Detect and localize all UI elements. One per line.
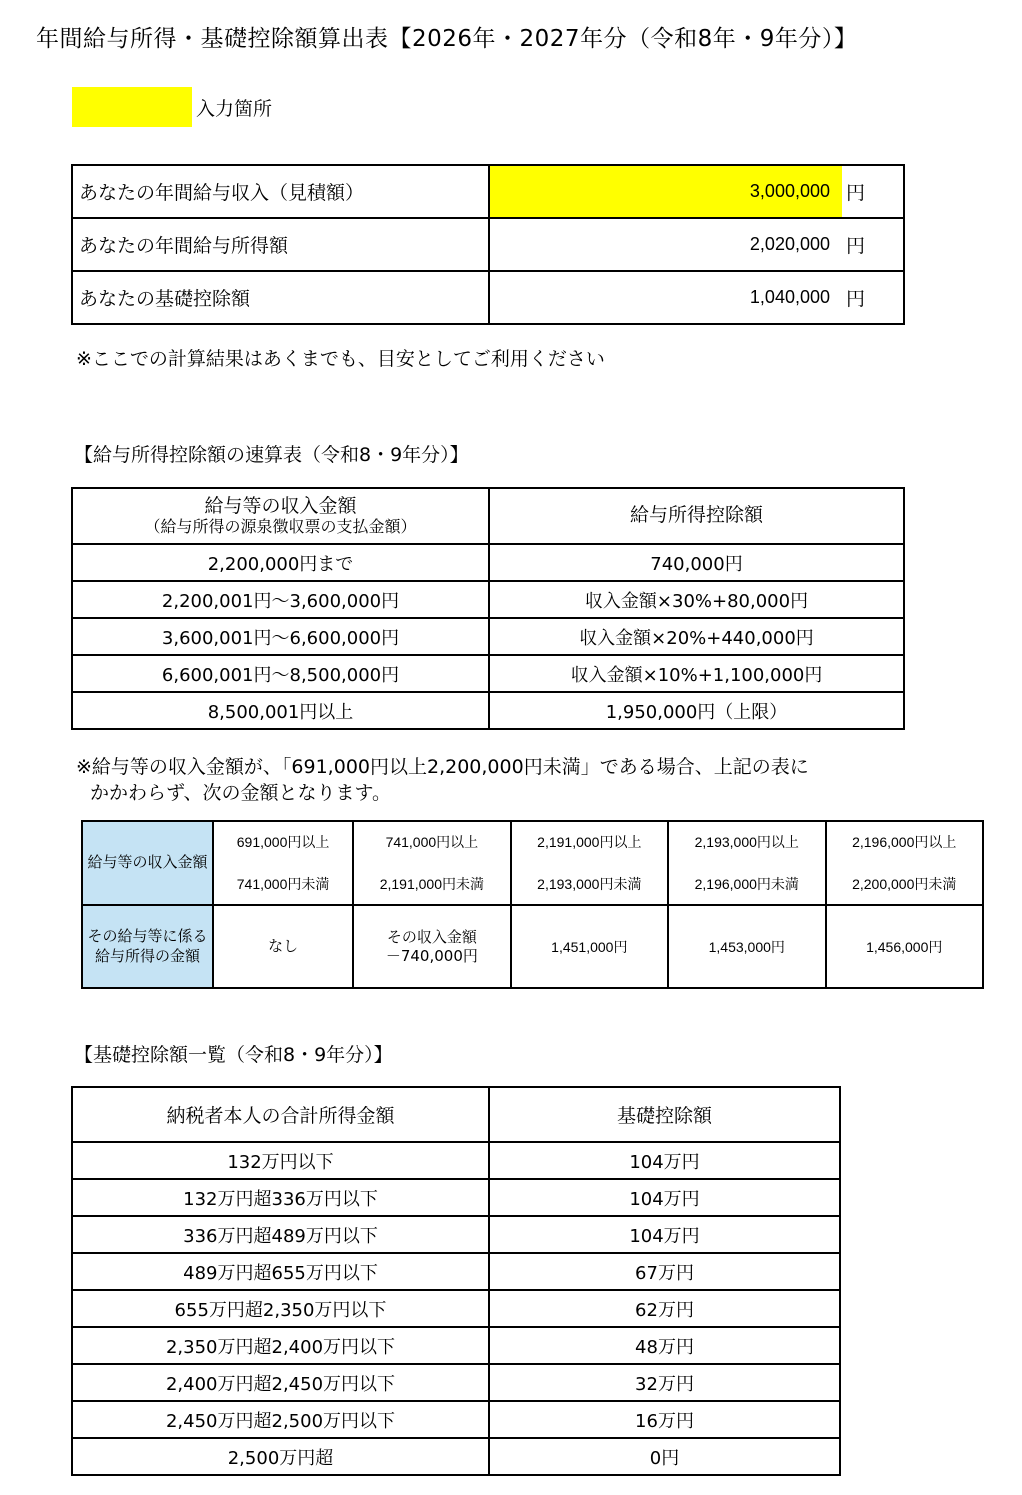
calculator-row-income	[72, 165, 904, 218]
table-row	[72, 655, 904, 692]
table-cell-deduction: 0円	[489, 1438, 840, 1475]
input-legend-swatch	[72, 87, 192, 127]
value-cell: 1,456,000円	[826, 905, 984, 988]
table-cell-deduction: 1,950,000円（上限）	[489, 692, 904, 729]
basic-deduction-table	[71, 1086, 841, 1476]
quick-table-title: 【給与所得控除額の速算表（令和8・9年分）】	[74, 444, 469, 466]
table-cell-income: 489万円超655万円以下	[72, 1253, 489, 1290]
range-cell: 2,196,000円以上 2,200,000円未満	[826, 821, 984, 905]
range-cell: 2,191,000円以上 2,193,000円未満	[511, 821, 668, 905]
table-row	[72, 1401, 840, 1438]
unit-label: 円	[846, 235, 866, 257]
table-cell-range: 6,600,001円～8,500,000円	[72, 655, 489, 692]
table-cell-range: 2,200,001円～3,600,000円	[72, 581, 489, 618]
input-legend-label: 入力箇所	[196, 97, 273, 120]
unit-label: 円	[846, 288, 866, 310]
value-cell: 1,451,000円	[511, 905, 668, 988]
column-header-deduction: 給与所得控除額	[489, 488, 904, 544]
calculator-row-salary-income	[72, 218, 904, 271]
table-cell-range: 2,200,000円まで	[72, 544, 489, 581]
annual-salary-input[interactable]: 3,000,000	[490, 166, 842, 217]
table-cell-deduction: 16万円	[489, 1401, 840, 1438]
input-legend	[72, 87, 272, 127]
table-cell-deduction: 収入金額×10%+1,100,000円	[489, 655, 904, 692]
column-header-total-income: 納税者本人の合計所得金額	[72, 1087, 489, 1142]
table-cell-income: 2,450万円超2,500万円以下	[72, 1401, 489, 1438]
value-cell: 1,453,000円	[668, 905, 825, 988]
row-header-income: 給与等の収入金額	[82, 821, 213, 905]
column-header-basic-deduction: 基礎控除額	[489, 1087, 840, 1142]
estimate-note: ※ここでの計算結果はあくまでも、目安としてご利用ください	[76, 348, 605, 370]
range-cell: 691,000円以上 741,000円未満	[213, 821, 353, 905]
table-cell-income: 655万円超2,350万円以下	[72, 1290, 489, 1327]
table-row	[72, 1327, 840, 1364]
table-header-row	[72, 1087, 840, 1142]
table-cell-range: 3,600,001円～6,600,000円	[72, 618, 489, 655]
table-row	[72, 1179, 840, 1216]
row-header-salary-income: その給与等に係る給与所得の金額	[82, 905, 213, 988]
table-cell-deduction: 収入金額×30%+80,000円	[489, 581, 904, 618]
page-title: 年間給与所得・基礎控除額算出表【2026年・2027年分（令和8年・9年分）】	[36, 26, 858, 52]
table-cell-income: 2,500万円超	[72, 1438, 489, 1475]
table-header-row	[72, 488, 904, 544]
table-row	[72, 581, 904, 618]
table-cell-deduction: 収入金額×20%+440,000円	[489, 618, 904, 655]
unit-label: 円	[846, 182, 866, 204]
quick-calc-table	[71, 487, 905, 730]
basic-deduction-label: あなたの基礎控除額	[72, 271, 489, 324]
basic-table-title: 【基礎控除額一覧（令和8・9年分）】	[74, 1044, 393, 1066]
table-row	[72, 1142, 840, 1179]
value-cell: その収入金額 －740,000円	[353, 905, 510, 988]
table-cell-income: 2,350万円超2,400万円以下	[72, 1327, 489, 1364]
table-cell-income: 132万円以下	[72, 1142, 489, 1179]
table-cell-income: 336万円超489万円以下	[72, 1216, 489, 1253]
table-cell-deduction: 62万円	[489, 1290, 840, 1327]
table-cell-deduction: 104万円	[489, 1179, 840, 1216]
table-cell-deduction: 48万円	[489, 1327, 840, 1364]
table-cell-deduction: 104万円	[489, 1142, 840, 1179]
table-row	[72, 1364, 840, 1401]
value-cell: なし	[213, 905, 353, 988]
table-row	[72, 692, 904, 729]
table-cell-range: 8,500,001円以上	[72, 692, 489, 729]
income-label: あなたの年間給与収入（見積額）	[72, 165, 489, 218]
table-cell-deduction: 67万円	[489, 1253, 840, 1290]
table-row	[72, 544, 904, 581]
basic-deduction-value: 1,040,000	[749, 287, 830, 307]
calculator-table	[71, 164, 905, 325]
table-cell-income: 2,400万円超2,450万円以下	[72, 1364, 489, 1401]
range-cell: 2,193,000円以上 2,196,000円未満	[668, 821, 825, 905]
special-case-table	[81, 820, 984, 989]
table-row	[72, 1438, 840, 1475]
table-row	[72, 618, 904, 655]
column-header-income: 給与等の収入金額 （給与所得の源泉徴収票の支払金額）	[72, 488, 489, 544]
table-cell-deduction: 740,000円	[489, 544, 904, 581]
calculator-row-basic-deduction	[72, 271, 904, 324]
table-row	[82, 905, 983, 988]
table-row	[82, 821, 983, 905]
salary-income-value: 2,020,000	[749, 234, 830, 254]
range-cell: 741,000円以上 2,191,000円未満	[353, 821, 510, 905]
table-row	[72, 1216, 840, 1253]
table-cell-deduction: 32万円	[489, 1364, 840, 1401]
table-row	[72, 1253, 840, 1290]
table-cell-deduction: 104万円	[489, 1216, 840, 1253]
table-cell-income: 132万円超336万円以下	[72, 1179, 489, 1216]
special-case-note: ※給与等の収入金額が、「691,000円以上2,200,000円未満」である場合、上記の表に かかわらず、次の金額となります。	[76, 756, 809, 804]
table-row	[72, 1290, 840, 1327]
salary-income-label: あなたの年間給与所得額	[72, 218, 489, 271]
